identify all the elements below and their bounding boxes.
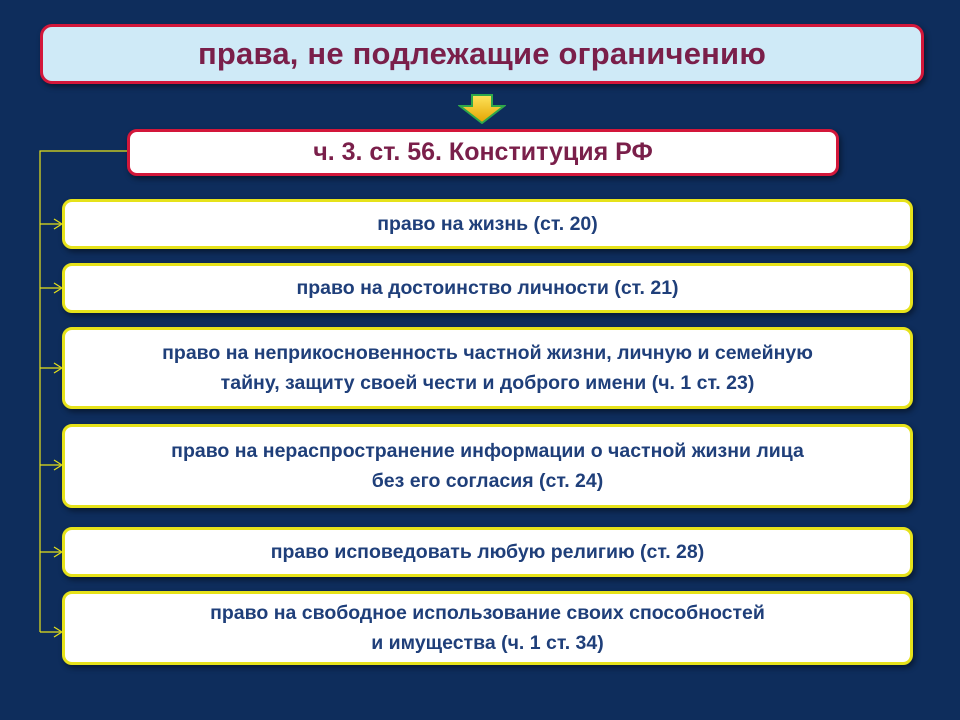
right-item-abilities	[62, 591, 913, 665]
right-item-text: право на нераспространение информации о частной жизни лица без его согласия (ст. 24)	[171, 440, 804, 492]
down-arrow-icon	[458, 94, 506, 124]
constitution-reference-box	[127, 129, 839, 176]
right-item-text: право на достоинство личности (ст. 21)	[296, 277, 679, 299]
right-item-text: право исповедовать любую религию (ст. 28)	[270, 541, 705, 563]
right-item-text: право на свободное использование своих способностей и имущества (ч. 1 ст. 34)	[210, 602, 765, 654]
right-item-information	[62, 424, 913, 508]
right-item-text: право на жизнь (ст. 20)	[377, 213, 598, 235]
right-item-religion	[62, 527, 913, 577]
right-item-privacy	[62, 327, 913, 409]
page-title: права, не подлежащие ограничению	[197, 36, 766, 71]
right-item-life	[62, 199, 913, 249]
right-item-dignity	[62, 263, 913, 313]
right-item-text: право на неприкосновенность частной жизни, личную и семейную тайну, защиту своей чести и доброго имени (ч. 1 ст. 23)	[162, 342, 813, 394]
title-banner	[40, 24, 924, 84]
constitution-reference: ч. 3. ст. 56. Конституция РФ	[313, 138, 653, 166]
